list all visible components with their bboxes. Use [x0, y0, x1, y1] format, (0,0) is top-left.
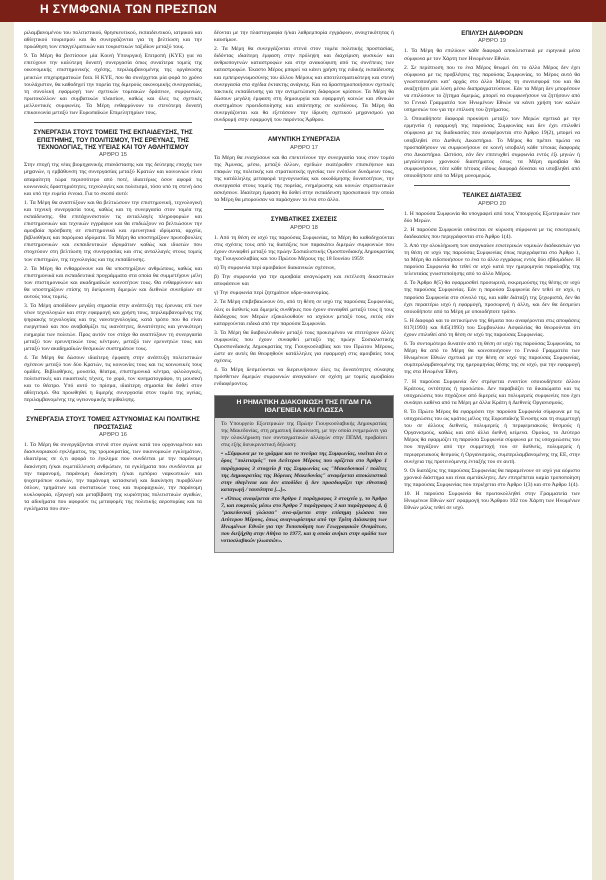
article-number: ΑΡΘΡΟ 17 [290, 144, 318, 151]
box-title: Η ΡΗΜΑΤΙΚΗ ΔΙΑΚΟΙΝΩΣΗ ΤΗΣ ΠΓΔΜ ΓΙΑ ΙΘΑΓΕΝΕΙΑ ΚΑΙ ΓΛΩΣΣΑ [215, 396, 393, 418]
paragraph: Το Υπουργείο Εξωτερικών της Πρώην Γιουγκοσλαβικής Δημοκρατίας της Μακεδονίας, στη ρηματική διακοίνωση, με την οποία ενημερώνει για την ολοκλήρωση των συνταγματικών αλλαγών στην ΠΓΔΜ, προβαίνει στις εξής διευκρινιστική δήλωση: [221, 420, 387, 449]
paragraph: 9. Τα Μέρη θα βεστίσουν μία Κοινή Υπουργική Επιτροπή (ΚΥΕ) για να επιτύχουν την καλύτερη δυνατή συνεργασία όπως συναίτερα τομείς της οικονομικής επιστημονικής σχέσης, περιλαμβανομένης της οργάνωσης μεικτών επιχειρηματικών fora. Η ΚΥΕ, που θα συνέρχεται μία φορά το χρόνο τουλάχιστον, θα καθοδηγεί την πορεία της διμερούς οικονομικής συνεργασίας, τη συνολική εφαρμογή των σχετικών τομεακών δράσεων, συμφωνιών, πρωτοκόλλων και συμβατικών πλαισίων, καθώς και όλες τις σχετικές μελλοντικές συμφωνίες. Τα Μέρη ενθαρρύνουν το στενότερη δυνατή επικοινωνία μεταξύ των Ευρωπαϊκών Επιμελητηρίων τους. [24, 53, 202, 117]
paragraph: ριλαμβανομένου του πολιτιστικού, θρησκευτικού, εκπαιδευτικού, ιατρικού και αθλητικού τουρισμού και θα συνεργάζονται για τη βελτίωση και την προώθηση των επαγγελματικών και τουριστικών ταξιδίων μεταξύ τους. [24, 30, 202, 51]
paragraph: 6. Το συντομότερο δυνατόν από τη θέση σε ισχύ της παρούσας Συμφωνίας, τα Μέρη θα από το Μέρη θα κοινοποιήσουν το Γενικό Γραμματέα των Ηνωμένων Εθνών σχετικά με την θέση σε ισχύ της παρούσας Συμφωνίας, συμπεριλαμβανομένης της ημερομηνίας θέσης της σε ισχύ, για την εφαρμογή της στα Ηνωμένα Έθνη. [404, 341, 580, 376]
section-heading: ΣΥΝΕΡΓΑΣΙΑ ΣΤΟΥΣ ΤΟΜΕΙΣ ΤΗΣ ΕΚΠΑΙΔΕΥΣΗΣ, ΤΗΣ ΕΠΙΣΤΗΜΗΣ, ΤΟΥ ΠΟΛΙΤΙΣΜΟΥ, ΤΗΣ ΕΡΕΥΝΑΣ, ΤΗΣ ΤΕΧΝΟΛΟΓΙΑΣ, ΤΗΣ ΥΓΕΙΑΣ ΚΑΙ ΤΟΥ ΑΘΛΗΤΙΣΜΟΥ [33, 129, 193, 151]
article-number: ΑΡΘΡΟ 18 [290, 224, 318, 231]
paragraph: 2. Τα Μέρη θα συνεργάζονται στενά στον τομέα πολιτικής προστασίας, διδόντας ιδιαίτερη έμφαση στην πρόληψη και διαχείριση φυσικών και ανθρωπογενών καταστροφών και στην ανακούφιση από τις συνέπειες των καταστροφών. Έκαστο Μέρος μπορεί να κάνει χρήση της ειδικής εκπαίδευσης και εμπειρογνωμοσύνης του άλλου Μέρους και αποτελεσματικότερη και στενή συνεργασία στα σχέδια έκτακτης ανάγκης. Και να δραστηριοποιήσουν σχετικές τακτικές εκπαίδευσης για την αντιμετώπιση διάφορων κρίσεων. Τα Μέρη θα δώσουν μεγάλη έμφαση στη δημιουργία και εφαρμογή κοινών και εθνικών συστημάτων προειδοποίησης και απάντησης σε κινδύνους. Τα Μέρη θα συνεργάζονται και θα εξετάσουν την ίδρυση σχετικού μηχανισμού για συνδρομή στην εφαρμογή του παρόντος Άρθρου. [214, 46, 394, 124]
paragraph: 2. Τα Μέρη θα ενθαρρύνουν και θα υποστηρίζουν ανθρώπους, καθώς και επιστημονικά και εκπαιδευτικά προγράμματα στα οποία θα συμμετέχουν μέλη των επιστημονικών και ακαδημαϊκών κοινοτήτων τους. Θα ενθαρρύνουν και θα υποστηρίζουν επίσης τη διεύρυνση διμερών και διεθνών συνεδρίων σε αυτούς τους τομείς. [24, 265, 202, 301]
list-item: β) Την συμφωνία για την αμοιβαία αναγνώριση και εκτέλεση δικαστικών αποφάσεων και [214, 274, 394, 288]
box-body [215, 418, 393, 546]
paragraph: 1. Τα Μέρη θα επιλύουν κάθε διαφορά αποκλειστικά με ειρηνικά μέσα σύμφωνα με τον Χάρτη των Ηνωμένων Εθνών. [404, 48, 580, 62]
paragraph: 3. Από την ολοκλήρωση των αναγκαίων εσωτερικών νομικών διαδικασιών για τη θέση σε ισχύ της παρούσας Συμφωνίας όπως περιγράφεται στο Άρθρο 1, τα Μέρη θα ειδοποιήσουν το ένα το άλλο εγγράφως εντός δύο εβδομάδων. Η παρούσα Συμφωνία θα τεθεί σε ισχύ κατά την ημερομηνία παραλαβής της τελευταίας γνωστοποίησης από το άλλο Μέρος. [404, 242, 580, 278]
paragraph: 2. Σε περίπτωση που το ένα Μέρος θεωρεί ότι το άλλο Μέρος δεν έχει σύμφωνα με τις προβλέψεις της παρούσας Συμφωνίας, το Μέρος αυτό θα γνωστοποιήσει κατ' αρχάς στο άλλο Μέρος τη συνεισφορά του και θα αναζητήσει μία λύση μέσω διαπραγματεύσεων. Εάν τα Μέρη δεν μπορέσουν να επιλύσουν το ζήτημα διμερώς, μπορεί να συμφωνήσουν να ζητήσουν από το Γενικό Γραμματέα των Ηνωμένων Εθνών να κάνει χρήση των καλών υπηρεσιών του για την επίλυση του ζητήματος. [404, 64, 580, 114]
paragraph: 4. Τα Μέρη θα δώσουν ιδιαίτερη έμφαση στην ανάπτυξη πολιτιστικών σχέσεων μεταξύ των δύο Κρατών, τις κοινωνίες τους και τις κοινωνικές τους ομάδες. Βιβλιοθήκες, μουσεία, θέατρα, επιστημονικά κέντρα, φιλολογικές, πολιτιστικές και εικαστικές τέχνες, το χορό, τον κινηματογράφο, τη μουσική και το θέατρο. Υπό αυτό το πρίσμα, ιδιαίτερη σημασία θα δοθεί στον αθλητισμό. Θα προωθηθεί η διμερής συνεργασία στον τομέα της υγείας, περιλαμβανομένης της υγειονομικής περίθαλψης. [24, 354, 202, 404]
column-2 [214, 30, 394, 875]
section-heading: ΕΠΙΛΥΣΗ ΔΙΑΦΟΡΩΝ [461, 30, 523, 37]
paragraph: 1. Τα Μέρη θα αναπτύξουν και θα βελτιώσουν την επιστημονική, τεχνολογική και τεχνική συνεργασία τους, καθώς και τη συνεργασία στον τομέα της εκπαίδευσης. Θα επιτάχυνσιστούν τις ανταλλαγές πληροφοριών και επιστημονικών και τεχνικών εγγράφων και θα επιδιώξουν να βελτιώσουν την αμοιβαία πρόσβαση σε επιστημονικά και ερευνητικά ιδρύματα, αρχεία, βιβλιοθήκες και παρόμοια ιδρύματα. Τα Μέρη θα υποστηρίξουν πρωτοβουλίες επιστημονικών και εκπαιδευτικών ιδρυμάτων καθώς και ιδιωτών που στοχεύουν στη βελτίωση της συνεργασίας και στις ανταλλαγές στους τομείς των επιστημών, της τεχνολογίας και της εκπαίδευσης. [24, 199, 202, 263]
paragraph: 4. Τα Μέρη δεσμεύονται να διερευνήσουν όλες τις δυνατότητες σύναψης πρόσθετων διμερών συμφωνιών αναγκαίων σε σχέση με τομείς αμοιβαίου ενδιαφέροντος. [214, 367, 394, 388]
divider [414, 185, 570, 186]
divider [34, 122, 192, 123]
paragraph: 10. Η παρούσα Συμφωνία θα πρωτοκολληθεί στην Γραμματεία των Ηνωμένων Εθνών κατ' εφαρμογή του Άρθρου 102 του Χάρτη των Ηνωμένων Εθνών μόλις τεθεί σε ισχύ. [404, 490, 580, 512]
paragraph: 1. Τα Μέρη θα συνεργάζονται στενά στον αγώνα κατά του οργανωμένου και διασυνοριακού εγκλήματος, της τρομοκρατίας, των οικονομικών εγκλημάτων, ιδιαιτέρως σε ό,τι αφορά το έγκλημα που συνδέεται με την παράνομη διακίνηση ή/και εκμετάλλευση ανθρώπων, τα εγκλήματα που συνδέονται με την παρανομή, παράνομη διακίνηση ή/και εμπόριο ναρκωτικών και ψυχοτρόπων ουσιών, την παράνομη κατασκευή και διακίνηση πυροβόλων όπλων, τμημάτων και συστατικών τους και πυρομαχικών, την παράνομη κυκλοφορία, εξαγωγή και μεταβίβαση της κυριότητας πολιτιστικών αγαθών, τα αδικήματα που αφορούν τις μεταφορές της πολιτικής αεροπορίας και τα εγκλήματα που συν- [24, 442, 202, 513]
paragraph: Στην εποχή της νέας βιομηχανικής επανάστασης και της δεύτερης εποχής των μηχανών, η εμβάθυνση της συνεργασίας μεταξύ Κρατών και κοινωνιών είναι απαραίτητη τώρα περισσότερο από ποτέ, ιδιαιτέρως όσον αφορά τις κοινωνικές δραστηριότητες, τεχνολογίες και πολιτισμό, τόσο υπό τη στενή όσο και υπό την ευρεία έννοια. Για το σκοπό αυτό: [24, 162, 202, 197]
paragraph: 2. Τα Μέρη επιβεβαιώνουν ότι, από τη θέση σε ισχύ της παρούσας Συμφωνίας, όλες οι διεθνείς και διμερείς συνθήκες που έχουν συναφθεί μεταξύ τους ή τους διάδοχους των Μερών εξακολουθούν να ισχύουν μεταξύ τους, εκτός εάν καταργούνται ειδικά από την παρούσα Συμφωνία. [214, 299, 394, 327]
paragraph: δέονται με την πλαστογραφία ή/και λαθρεμπορία εγγράφων, ανοιχτικότητας ή καυσίμων. [214, 30, 394, 44]
article-number: ΑΡΘΡΟ 16 [99, 432, 127, 439]
section-heading: ΣΥΜΒΑΤΙΚΕΣ ΣΧΕΣΕΙΣ [270, 216, 338, 224]
paragraph: 1. Η παρούσα Συμφωνία θα υπογραφεί από τους Υπουργούς Εξωτερικών των δύο Μερών. [404, 210, 580, 224]
article-number: ΑΡΘΡΟ 15 [99, 152, 127, 159]
paragraph: 5. Η διαφορά και το αντικείμενο της θέματα που αναφέρονται στις αποφάσεις 817(1993) και 845(1993) του Συμβουλίου Ασφαλείας θα θεωρούνται ότι έχουν επιλυθεί από τη θέση σε ισχύ της παρούσας Συμφωνίας. [404, 317, 580, 338]
list-item: γ) Την συμφωνία περί ζητημάτων υδρο-οικονομίας. [214, 290, 330, 297]
paragraph: 1. Από τη θέση σε ισχύ της παρούσας Συμφωνίας, τα Μέρη θα καθοδηγούνται στις σχέσεις τους από τις διατάξεις των παρακάτω διμερών συμφωνιών που έχουν συναφθεί μεταξύ της πρώην Σοσιαλιστικής Ομοσπονδιακής Δημοκρατίας της Γιουγκοσλαβίας και του Πρώτου Μέρους της 18 Ιουνίου 1959: [214, 234, 394, 262]
section-heading: ΑΜΥΝΤΙΚΗ ΣΥΝΕΡΓΑΣΙΑ [267, 136, 341, 144]
divider [34, 409, 192, 410]
right-margin-strip [592, 22, 606, 880]
column-1 [24, 30, 202, 875]
paragraph: 3. Τα Μέρη θα διαβουλευθούν μεταξύ τους προκειμένου να επιτεύχουν άλλες συμφωνίες που έχουν συναφθεί μεταξύ της πρώην Σοσιαλιστικής Ομοσπονδιακής Δημοκρατίας της Γιουγκοσλαβίας και του Πρώτου Μέρους, ώστε αν αυτές θα θεωρηθούν κατάλληλες για εφαρμογή στις αμοιβαίες τους σχέσεις. [214, 329, 394, 365]
quote: • «Όπως αναφέρεται στο Άρθρο 1 παράγραφος 3 στοιχείο γ, το Άρθρο 7, και ευκρινώς μέσω στο Άρθρο 7 παράγραφος 3 και παράγραφος 4, ή "μακεδονική γλώσσα" ανα-φέρεται στην επίσημη γλώσσα του Δεύτερου Μέρους, όπως αναγνωρίστηκε από την Τρίτη Διάσκεψη των Ηνωμένων Εθνών για την Τυποποίηση των Γεωγραφικών Ονομάτων, που διεξήχθη στην Αθήνα το 1977, και η οποία ανήκει στην ομάδα των νοτιοσλαβικών γλωσσών». [221, 495, 387, 545]
paragraph: 9. Οι διατάξεις της παρούσας Συμφωνίας θα παραμείνουν σε ισχύ για αόριστο χρονικό διάστημα και είναι αμετάκλητες. Δεν επιτρέπεται καμία τροποποίηση της παρούσας Συμφωνίας που περιέχεται στο Άρθρο 1(3) και στο Άρθρο 1(4). [404, 467, 580, 488]
article-number: ΑΡΘΡΟ 20 [478, 200, 506, 207]
article-number: ΑΡΘΡΟ 19 [478, 38, 506, 45]
paragraph: 4. Το Άρθρο 8(5) θα εφαρμοσθεί προσωρινά, εκκρεμούσης της θέσης σε ισχύ της παρούσας Συμφωνίας. Εάν η παρούσα Συμφωνία δεν τεθεί σε ισχύ, η παρούσα Συμφωνία στο σύνολό της, και κάθε διάταξή της ξεχωριστά, δεν θα έχει περαιτέρω ισχύ ή εφαρμογή, προσωρινή ή άλλη, και δεν θα δεσμεύει οποιοδήποτε από τα Μέρη με οποιοδήποτε τρόπο. [404, 280, 580, 315]
section-heading: ΤΕΛΙΚΕΣ ΔΙΑΤΑΞΕΙΣ [462, 192, 522, 200]
paragraph: 3. Τα Μέρη αποδίδουν μεγάλη σημασία στην ανάπτυξη της έρευνας επί των νέων τεχνολογιών και στην εφαρμογή και χρήση τους, περιλαμβανομένης της ψηφιακής τεχνολογίας και της νανοτεχνολογίας, κατά τρόπο που θα είναι ευεργετικό και που αναβαθμίζει τις ικανότητες, δυνατότητες και γενικότερη ευημερία των πολιτών. Προς αυτόν τον στόχο θα αναπτύξουν τη συνεργασία μεταξύ των ερευνητικών τους κέντρων, μεταξύ των ερευνητών τους και μεταξύ των ακαδημαϊκών θεσμικών συστημάτων τους. [24, 303, 202, 352]
paragraph: 7. Η παρούσα Συμφωνία δεν στρέφεται εναντίον οποιουδήποτε άλλου Κράτους, οντότητας ή προσώπου. Δεν παραβιάζει τα δικαιώματα και τις υποχρεώσεις που πηγάζουν από διμερείς και πολυμερείς συμφωνίες που έχει συνάψει καθένα από τα Μέρη με άλλα Κράτη ή Διεθνείς Οργανισμούς. [404, 378, 580, 406]
sidebar-box [214, 395, 394, 553]
header-band [0, 0, 606, 22]
paragraph: Τα Μέρη θα ενισχύσουν και θα επεκτείνουν την συνεργασία τους στον τομέα της Άμυνας, μέσω, μεταξύ άλλων, σχεδιών εκατέρωθεν επισκέψεων και επαφών της πολιτικής και στρατιωτικής ηγεσίας των ενόπλων δυνάμεων τους, της κατάλληλης μεταφορά τεχνογνωσίας και οικοδόμησης δυνατοτήτων, την συνεργασία στους τομείς της πορείας, ενημέρωσης και κοινών στρατιωτικών ασκήσεων. Ιδιαίτερη έμφαση θα δοθεί στην εκπαίδευση προσωπικού την οποία τα Μέρη θα μπορούσαν να παράσχουν το ένα στο άλλο. [214, 154, 394, 204]
quote: • «Σύμφωνα με το γράμμα και το πνεύμα της Συμφωνίας, νοείται ότι ο όρος "πολιτισμός" του Δεύτερου Μέρους που ορίζεται στο Άρθρο 1 παράγραφος 3 στοιχείο β της Συμφωνίας ως "Μακεδονικοί / πολίτες της Δημοκρατίας της Βόρειας Μακεδονίας" αναφέρεται αποκλειστικά στην ιθαγένεια και δεν αποδίδει ή δεν προσδιορίζει την εθνοτική καταγωγή / ταυτότητα [...]». [221, 451, 387, 493]
column-3 [404, 30, 580, 875]
paragraph: 8. Το Πρώτο Μέρος θα εφαρμόσει την παρούσα Συμφωνία σύμφωνα με τις υποχρεώσεις του ως κράτος μέλος της Ευρωπαϊκής Ένωσης και τη συμμετοχή του σε άλλους διεθνείς, πολυμερείς ή περιφερειακούς θεσμούς ή Οργανισμούς, καθώς και από άλλα διεθνή κείμενα. Ομοίως, το Δεύτερο Μέρος θα εφαρμόζει τη παρούσα Συμφωνία σύμφωνα με τις υποχρεώσεις του που πηγάζουν από την συμμετοχή του σε διεθνείς, πολυμερείς ή περιφερειακούς θεσμούς ή Οργανισμούς, συμπεριλαμβανομένης της ΕΕ, στην συνέχεια της προτεινόμενης ένταξής του σε αυτή. [404, 408, 580, 465]
paragraph: 3. Οποιαδήποτε διαφορά προκύψει μεταξύ των Μερών σχετικά με την ερμηνεία ή εφαρμογή της παρούσας Συμφωνίας και δεν έχει επιλυθεί σύμφωνα με τις διαδικασίες που αναφέρονται στο Άρθρο 19(2), μπορεί να υποβληθεί στο Διεθνές Δικαστήριο. Το Μέρος θα πρέπει πρώτα να προσπαθήσουν να συμφωνήσουν σε κοινή υποβολή κάθε τέτοιας διαφοράς στο Δικαστήριο. Ωστόσο, εάν δεν επιτευχθεί συμφωνία εντός έξι μηνών ή μεγαλύτερου χρονικού διαστήματος όπως τα Μέρη αμοιβαία θα συμφωνήσουν, τότε κάθε τέτοιας είδους διαφορά δύναται να υποβληθεί από οποιοδήποτε από τα Μέρη μονομερώς. [404, 116, 580, 179]
paragraph: 2. Η παρούσα Συμφωνία υπόκειται σε κύρωση σύμφωνα με τις εσωτερικές διαδικασίες που περιγράφονται στο Άρθρο 1(4). [404, 226, 580, 240]
divider [224, 129, 384, 130]
page-title: Η ΣΥΜΦΩΝΙΑ ΤΩΝ ΠΡΕΣΠΩΝ [40, 2, 218, 16]
left-margin-strip [0, 22, 14, 880]
divider [224, 209, 384, 210]
section-heading: ΣΥΝΕΡΓΑΣΙΑ ΣΤΟΥΣ ΤΟΜΕΙΣ ΑΣΤΥΝΟΜΙΑΣ ΚΑΙ ΠΟΛΙΤΙΚΗΣ ΠΡΟΣΤΑΣΙΑΣ [26, 416, 200, 431]
list-item: α) Τη συμφωνία περί αμοιβαίων διακανικών σχέσεων, [214, 265, 336, 272]
